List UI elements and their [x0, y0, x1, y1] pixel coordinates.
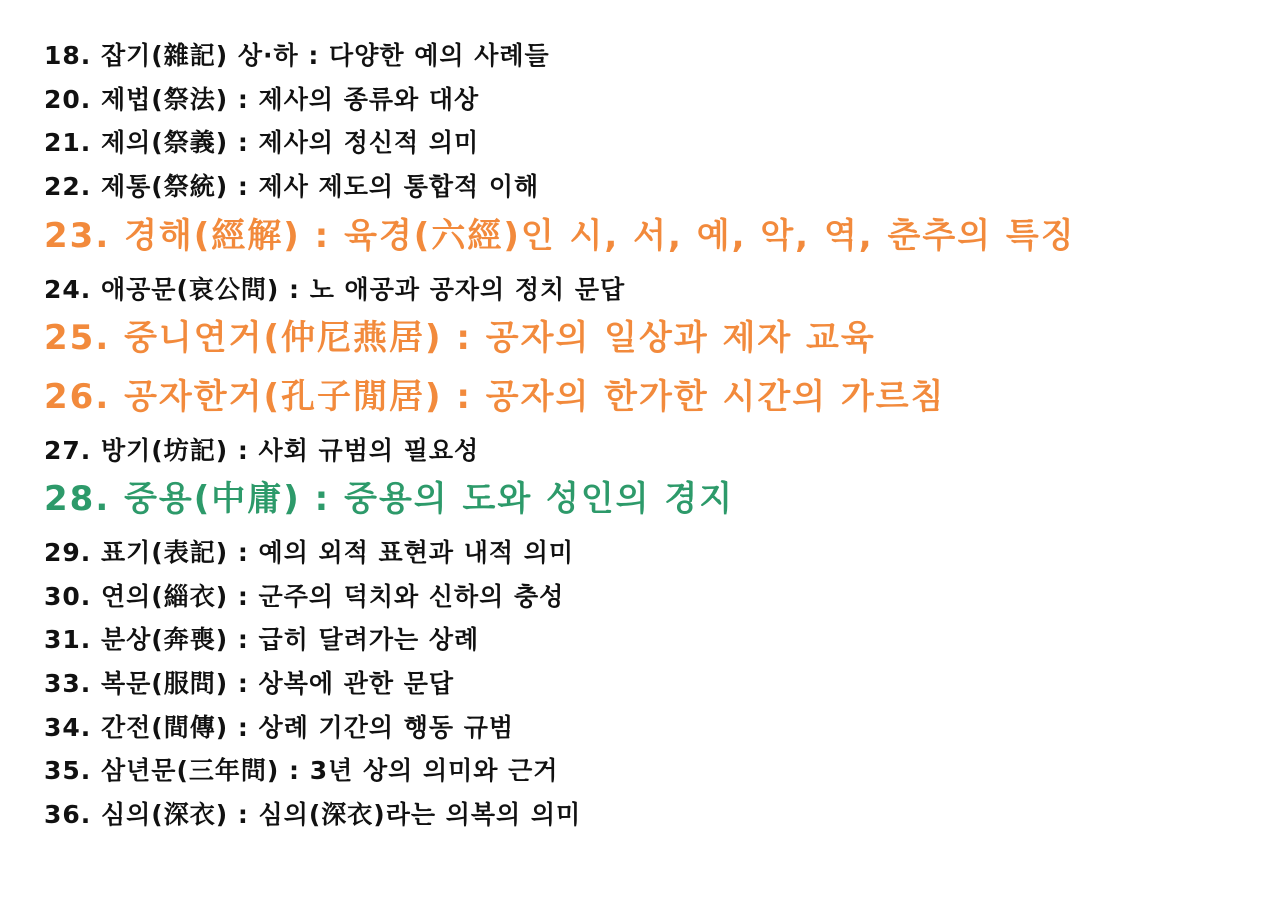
list-item-31: 31. 분상(奔喪) : 급히 달려가는 상례 — [44, 625, 480, 654]
list-item-35: 35. 삼년문(三年問) : 3년 상의 의미와 근거 — [44, 756, 559, 785]
list-item-28-highlight: 28. 중용(中庸) : 중용의 도와 성인의 경지 — [44, 479, 735, 519]
list-item-30: 30. 연의(緇衣) : 군주의 덕치와 신하의 충성 — [44, 582, 565, 611]
list-item-23-highlight: 23. 경해(經解) : 육경(六經)인 시, 서, 예, 악, 역, 춘추의 특징 — [44, 216, 1076, 256]
list-item-27: 27. 방기(坊記) : 사회 규범의 필요성 — [44, 436, 480, 465]
list-item-20: 20. 제법(祭法) : 제사의 종류와 대상 — [44, 85, 480, 114]
list-item-36: 36. 심의(深衣) : 심의(深衣)라는 의복의 의미 — [44, 800, 582, 829]
list-item-22: 22. 제통(祭統) : 제사 제도의 통합적 이해 — [44, 172, 540, 201]
list-item-18: 18. 잡기(雜記) 상·하 : 다양한 예의 사례들 — [44, 41, 550, 70]
list-item-29: 29. 표기(表記) : 예의 외적 표현과 내적 의미 — [44, 538, 575, 567]
list-item-33: 33. 복문(服問) : 상복에 관한 문답 — [44, 669, 455, 698]
list-item-24: 24. 애공문(哀公問) : 노 애공과 공자의 정치 문답 — [44, 275, 626, 304]
list-item-34: 34. 간전(間傳) : 상례 기간의 행동 규범 — [44, 713, 515, 742]
list-item-26-highlight: 26. 공자한거(孔子閒居) : 공자의 한가한 시간의 가르침 — [44, 377, 946, 417]
list-item-21: 21. 제의(祭義) : 제사의 정신적 의미 — [44, 128, 480, 157]
list-item-25-highlight: 25. 중니연거(仲尼燕居) : 공자의 일상과 제자 교육 — [44, 318, 876, 358]
